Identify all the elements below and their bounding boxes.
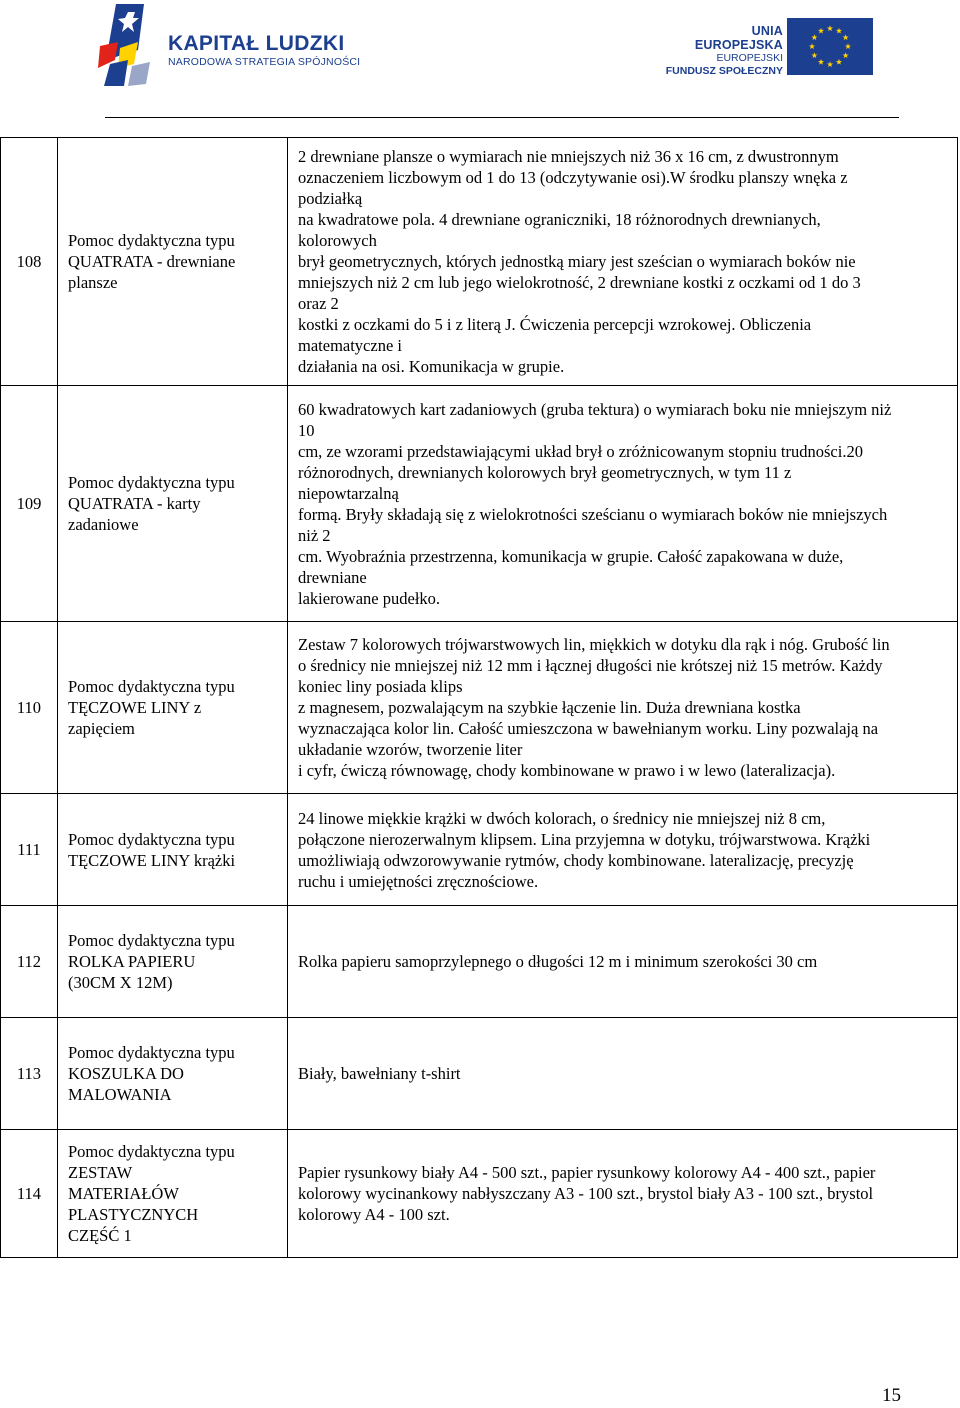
items-table bbox=[0, 137, 958, 1258]
table-row bbox=[1, 794, 958, 906]
item-number: 108 bbox=[1, 138, 58, 386]
item-name-line: ZESTAW bbox=[68, 1163, 133, 1182]
item-name-line: zapięciem bbox=[68, 719, 135, 738]
item-name-line: zadaniowe bbox=[68, 515, 139, 534]
item-description-line: na kwadratowe pola. 4 drewniane ograniczniki, 18 różnorodnych drewnianych, bbox=[298, 210, 821, 229]
item-name-line: ROLKA PAPIERU bbox=[68, 952, 196, 971]
item-description-line: formą. Bryły składają się z wielokrotności sześcianu o wymiarach boków nie mniejszych bbox=[298, 504, 888, 524]
kapital-ludzki-logo-icon bbox=[98, 2, 160, 88]
item-description-line: Biały, bawełniany t-shirt bbox=[298, 1064, 461, 1083]
item-description-line: matematyczne i bbox=[298, 336, 402, 355]
item-description-line: i cyfr, ćwiczą równowagę, chody kombinowane w prawo i w lewo (lateralizacja). bbox=[298, 761, 836, 780]
item-description bbox=[288, 794, 958, 906]
page-number: 15 bbox=[882, 1385, 901, 1406]
item-description-line: Papier rysunkowy biały A4 - 500 szt., papier rysunkowy kolorowy A4 - 400 szt., papier bbox=[298, 1163, 876, 1182]
item-description-line: cm. Wyobraźnia przestrzenna, komunikacja w grupie. Całość zapakowana w duże, bbox=[298, 546, 844, 566]
kapital-ludzki-title: KAPITAŁ LUDZKI bbox=[168, 32, 345, 55]
item-name-line: plansze bbox=[68, 273, 118, 292]
item-description-line: oraz 2 bbox=[298, 294, 339, 313]
item-name-line: Pomoc dydaktyczna typu bbox=[68, 829, 235, 849]
eu-logo bbox=[663, 16, 875, 78]
item-name bbox=[58, 1130, 288, 1258]
eu-logo-line3: FUNDUSZ SPOŁECZNY bbox=[665, 65, 783, 77]
item-description bbox=[288, 386, 958, 622]
eu-flag-icon bbox=[787, 18, 873, 75]
item-number: 110 bbox=[1, 622, 58, 794]
eu-logo-text bbox=[663, 24, 783, 78]
item-description-line: połączone nierozerwalnym klipsem. Lina przyjemna w dotyku, trójwarstwowa. Krążki bbox=[298, 829, 871, 849]
item-name bbox=[58, 794, 288, 906]
item-description-line: 24 linowe miękkie krążki w dwóch kolorach, o średnicy nie mniejszej niż 8 cm, bbox=[298, 808, 826, 828]
table-row bbox=[1, 138, 958, 386]
item-name-line: QUATRATA - drewniane bbox=[68, 252, 236, 271]
table-row bbox=[1, 906, 958, 1018]
item-description-line: koniec liny posiada klips bbox=[298, 677, 463, 696]
kapital-ludzki-subtitle: NARODOWA STRATEGIA SPÓJNOŚCI bbox=[168, 56, 361, 68]
item-description bbox=[288, 1130, 958, 1258]
item-name-line: Pomoc dydaktyczna typu bbox=[68, 677, 235, 696]
item-number: 112 bbox=[1, 906, 58, 1018]
item-description-line: kolorowych bbox=[298, 231, 377, 250]
item-name-line: KOSZULKA DO bbox=[68, 1064, 184, 1083]
item-number: 114 bbox=[1, 1130, 58, 1258]
table-row bbox=[1, 386, 958, 622]
table-row bbox=[1, 1130, 958, 1258]
item-name-line: CZĘŚĆ 1 bbox=[68, 1226, 132, 1245]
item-name-line: TĘCZOWE LINY z bbox=[68, 698, 202, 717]
item-description-line: podziałką bbox=[298, 189, 363, 208]
item-description-line: Zestaw 7 kolorowych trójwarstwowych lin, miękkich w dotyku dla rąk i nóg. Grubość lin bbox=[298, 635, 890, 654]
item-description-line: niepowtarzalną bbox=[298, 483, 399, 503]
item-name bbox=[58, 622, 288, 794]
eu-logo-line1: UNIA EUROPEJSKA bbox=[694, 24, 783, 52]
item-name-line: Pomoc dydaktyczna typu bbox=[68, 1142, 235, 1161]
item-name-line: TĘCZOWE LINY krążki bbox=[68, 850, 236, 870]
item-description-line: cm, ze wzorami przedstawiającymi układ brył o zróżnicowanym stopniu trudności.20 bbox=[298, 441, 863, 461]
item-name bbox=[58, 386, 288, 622]
item-name-line: PLASTYCZNYCH bbox=[68, 1205, 199, 1224]
item-description bbox=[288, 906, 958, 1018]
item-name-line: (30CM X 12M) bbox=[68, 973, 173, 992]
table-row bbox=[1, 1018, 958, 1130]
item-number: 111 bbox=[1, 794, 58, 906]
table-row bbox=[1, 622, 958, 794]
item-description-line: wyznaczająca kolor lin. Całość umieszczona w bawełnianym worku. Liny pozwalają na bbox=[298, 719, 879, 738]
item-description-line: różnorodnych, drewnianych kolorowych brył geometrycznych, w tym 11 z bbox=[298, 462, 792, 482]
item-description-line: 60 kwadratowych kart zadaniowych (gruba tektura) o wymiarach boku nie mniejszym niż bbox=[298, 399, 892, 419]
item-name-line: Pomoc dydaktyczna typu bbox=[68, 1043, 235, 1062]
item-description-line: 10 bbox=[298, 420, 315, 440]
item-description-line: oznaczeniem liczbowym od 1 do 13 (odczytywanie osi).W środku planszy wnęka z bbox=[298, 168, 848, 187]
item-description-line: o średnicy nie mniejszej niż 12 mm i łącznej długości nie krótszej niż 15 metrów. Każdy bbox=[298, 656, 883, 675]
item-name-line: Pomoc dydaktyczna typu bbox=[68, 231, 235, 250]
item-description-line: mniejszych niż 2 cm lub jego wielokrotność, 2 drewniane kostki z oczkami od 1 do 3 bbox=[298, 273, 861, 292]
item-description-line: umożliwiają odwzorowywanie rytmów, chody kombinowane. lateralizację, precyzję bbox=[298, 850, 854, 870]
item-description bbox=[288, 1018, 958, 1130]
item-description-line: kolorowy wycinankowy nabłyszczany A3 - 100 szt., brystol biały A3 - 100 szt., brystol bbox=[298, 1184, 874, 1203]
item-name-line: Pomoc dydaktyczna typu bbox=[68, 473, 235, 492]
item-name-line: MALOWANIA bbox=[68, 1085, 172, 1104]
item-description bbox=[288, 622, 958, 794]
item-number: 113 bbox=[1, 1018, 58, 1130]
item-description-line: działania na osi. Komunikacja w grupie. bbox=[298, 357, 565, 376]
item-description-line: brył geometrycznych, których jednostką miary jest sześcian o wymiarach boków nie bbox=[298, 252, 856, 271]
item-description-line: Rolka papieru samoprzylepnego o długości 12 m i minimum szerokości 30 cm bbox=[298, 952, 818, 971]
page-header bbox=[0, 0, 960, 122]
item-name-line: QUATRATA - karty bbox=[68, 494, 201, 513]
header-divider bbox=[105, 117, 899, 118]
kapital-ludzki-logo bbox=[98, 2, 368, 90]
item-description-line: lakierowane pudełko. bbox=[298, 588, 441, 608]
item-name-line: MATERIAŁÓW bbox=[68, 1184, 179, 1203]
item-description-line: ruchu i umiejętności zręcznościowe. bbox=[298, 871, 539, 891]
item-description-line: niż 2 bbox=[298, 525, 331, 545]
item-number: 109 bbox=[1, 386, 58, 622]
item-description-line: układanie wzorów, tworzenie liter bbox=[298, 740, 523, 759]
item-description-line: kolorowy A4 - 100 szt. bbox=[298, 1205, 450, 1224]
item-name-line: Pomoc dydaktyczna typu bbox=[68, 931, 235, 950]
item-description-line: drewniane bbox=[298, 567, 367, 587]
item-description-line: z magnesem, pozwalającym na szybkie łączenie lin. Duża drewniana kostka bbox=[298, 698, 801, 717]
item-name bbox=[58, 906, 288, 1018]
item-name bbox=[58, 138, 288, 386]
item-description bbox=[288, 138, 958, 386]
eu-logo-line2: EUROPEJSKI bbox=[716, 52, 783, 64]
item-name bbox=[58, 1018, 288, 1130]
item-description-line: 2 drewniane plansze o wymiarach nie mniejszych niż 36 x 16 cm, z dwustronnym bbox=[298, 147, 839, 166]
item-description-line: kostki z oczkami do 5 i z literą J. Ćwiczenia percepcji wzrokowej. Obliczenia bbox=[298, 315, 812, 334]
